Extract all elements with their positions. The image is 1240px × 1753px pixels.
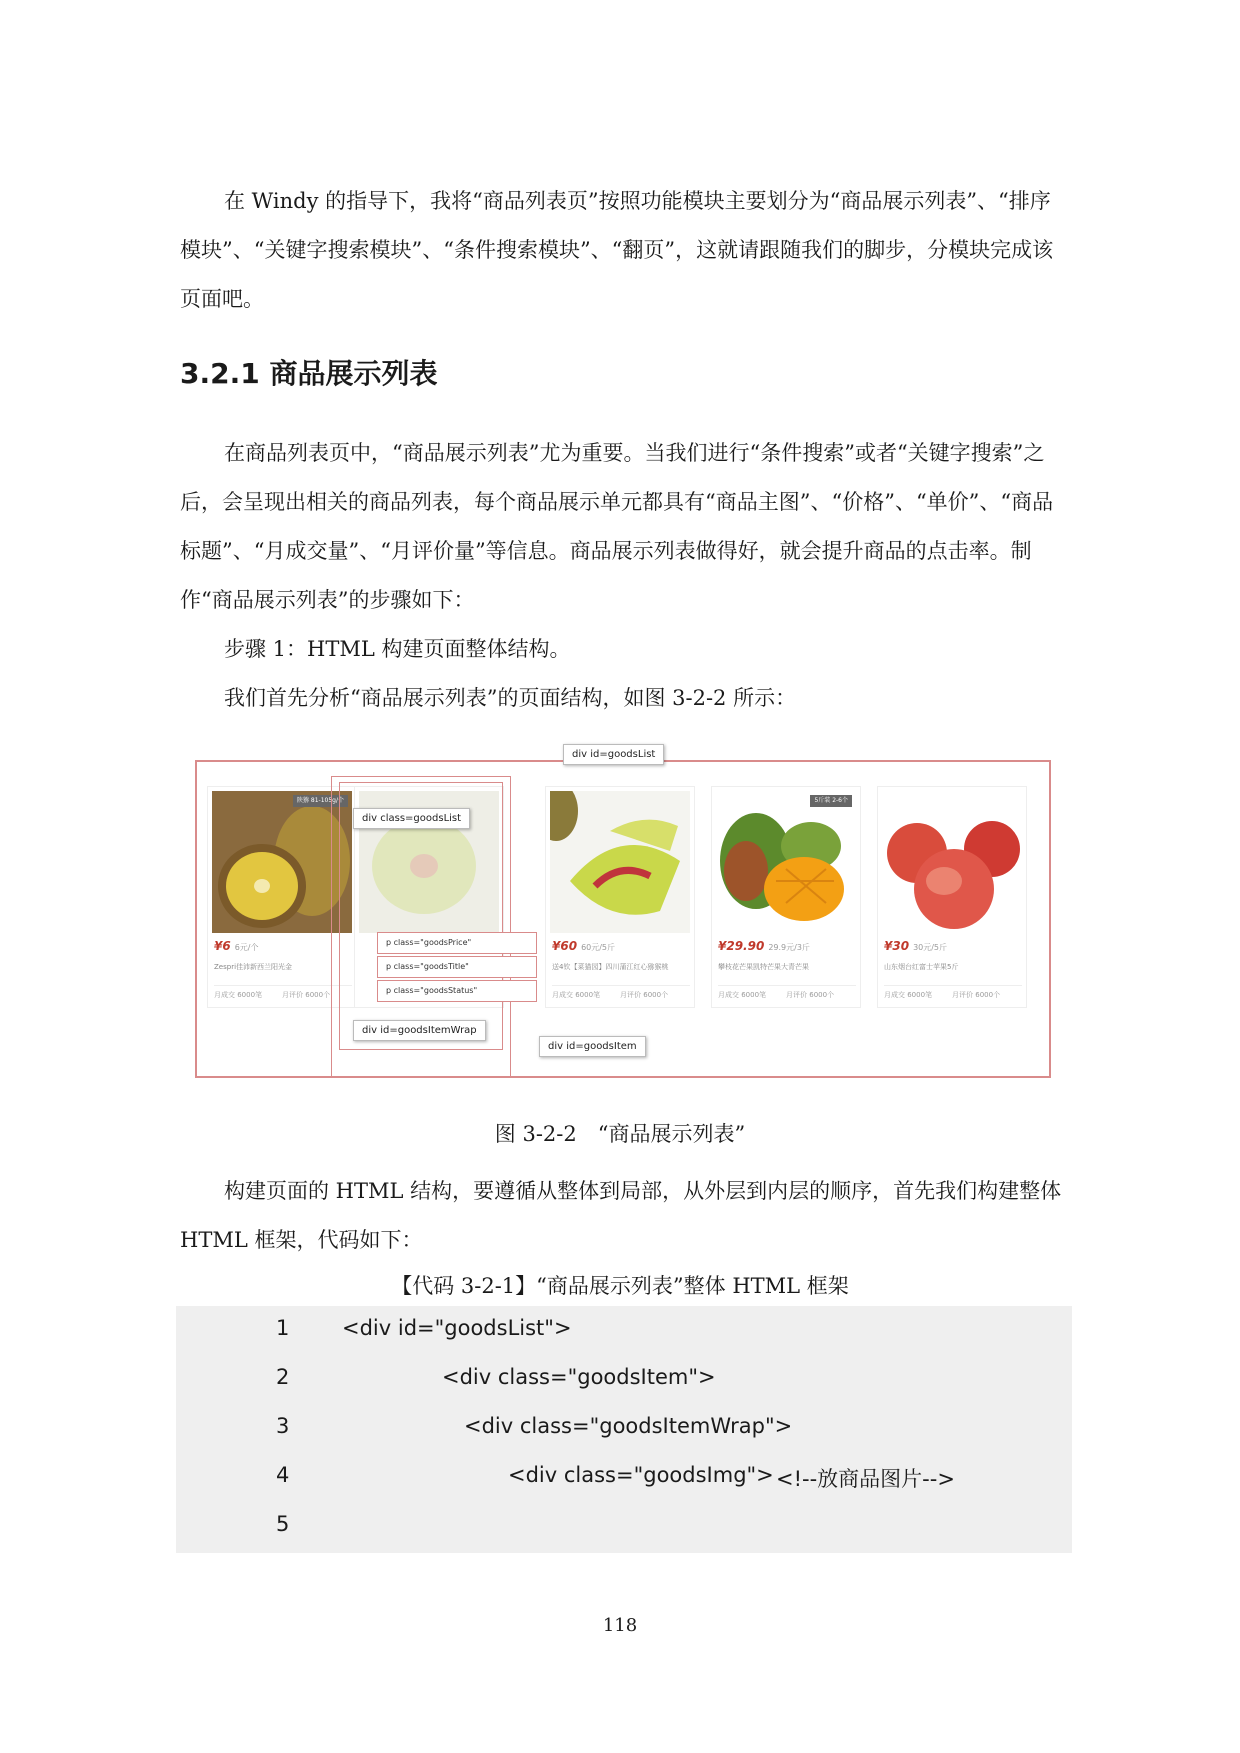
apple-image xyxy=(882,791,1022,933)
goods-status: 月成交 6000笔 月评价 6000个 xyxy=(552,985,690,1000)
paragraph-2: 我们首先分析“商品展示列表”的页面结构，如图 3-2-2 所示： xyxy=(224,686,797,710)
goods-card xyxy=(711,786,861,1008)
tag-goods-price: p class="goodsPrice" xyxy=(377,932,537,954)
line-number: 3 xyxy=(276,1414,290,1438)
line-number: 1 xyxy=(276,1316,290,1340)
paragraph-1: 在商品列表页中，“商品展示列表”尤为重要。当我们进行“条件搜索”或者“关键字搜索”之后，会呈现出相关的商品列表，每个商品展示单元都具有“商品主图”、“价格”、“单价”、“商品标题”、“月成交量”、“月评价量”等信息。商品展示列表做得好，就会提升商品的点击率。制作“商品展示列表”的步骤如下： xyxy=(180,441,1054,612)
goods-price: ¥30 30元/5斤 xyxy=(884,939,948,953)
tag-goods-list: div id=goodsList xyxy=(563,744,664,765)
code-line: <div class="goodsImg"> xyxy=(508,1463,774,1487)
spec-badge: 5斤装 2-6个 xyxy=(810,795,852,807)
goods-status: 月成交 6000笔 月评价 6000个 xyxy=(884,985,1022,1000)
goods-title: 山东烟台红富士苹果5斤 xyxy=(884,963,959,971)
tag-goods-item-wrap: div id=goodsItemWrap xyxy=(353,1020,486,1041)
code-caption: 【代码 3-2-1】“商品展示列表”整体 HTML 框架 xyxy=(391,1274,849,1298)
tag-goods-item: div id=goodsItem xyxy=(539,1036,646,1057)
code-line: <div id="goodsList"> xyxy=(342,1316,572,1340)
figure-caption: 图 3-2-2 “商品展示列表” xyxy=(494,1122,746,1146)
goods-status: 月成交 6000笔 月评价 6000个 xyxy=(214,985,352,1000)
goods-card xyxy=(877,786,1027,1008)
step-1: 步骤 1：HTML 构建页面整体结构。 xyxy=(224,637,571,661)
kiwi-slices-image xyxy=(550,791,690,933)
mango-image xyxy=(716,791,856,933)
line-number: 5 xyxy=(276,1512,290,1536)
code-comment: <!--放商品图片--> xyxy=(776,1467,955,1491)
tag-goods-status: p class="goodsStatus" xyxy=(377,980,537,1002)
goods-price: ¥60 60元/5斤 xyxy=(552,939,616,953)
goods-status: 月成交 6000笔 月评价 6000个 xyxy=(718,985,856,1000)
goods-title: 送4钦【菜猫园】四川蒲江红心猕猴桃 xyxy=(552,963,669,971)
goods-title: Zespri佳沛新西兰阳光金 xyxy=(214,963,293,971)
spec-badge: 陕猕 81-105g/个 xyxy=(293,795,348,807)
line-number: 4 xyxy=(276,1463,290,1487)
code-block xyxy=(176,1306,1072,1553)
goods-price: ¥6 6元/个 xyxy=(214,939,259,953)
goods-price: ¥29.90 29.9元/3斤 xyxy=(718,939,810,953)
intro-paragraph: 在 Windy 的指导下，我将“商品列表页”按照功能模块主要划分为“商品展示列表”、“排序模块”、“关键字搜索模块”、“条件搜索模块”、“翻页”，这就请跟随我们的脚步，分模块完成该页面吧。 xyxy=(180,189,1054,311)
figure-goods-list xyxy=(193,740,1053,1080)
tag-goods-list-class: div class=goodsList xyxy=(353,808,470,829)
goods-title: 攀枝花芒果凯特芒果大青芒果 xyxy=(718,963,809,971)
section-heading: 3.2.1 商品展示列表 xyxy=(180,357,438,390)
tag-goods-title: p class="goodsTitle" xyxy=(377,956,537,978)
goods-card xyxy=(545,786,695,1008)
page-number: 118 xyxy=(602,1615,638,1636)
line-number: 2 xyxy=(276,1365,290,1389)
code-line: <div class="goodsItemWrap"> xyxy=(464,1414,793,1438)
paragraph-3: 构建页面的 HTML 结构，要遵循从整体到局部，从外层到内层的顺序，首先我们构建整体 HTML 框架，代码如下： xyxy=(180,1179,1062,1252)
code-line: <div class="goodsItem"> xyxy=(442,1365,716,1389)
